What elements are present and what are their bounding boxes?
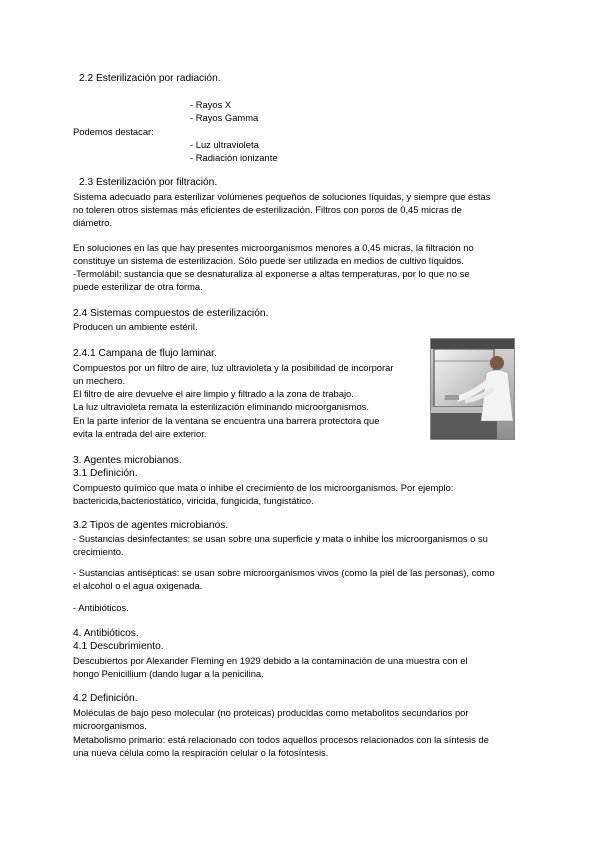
paragraph-line: La luz ultravioleta remata la esterilización eliminando microorganismos. bbox=[73, 401, 369, 412]
paragraph-line: constituye un sistema de esterilización. Sólo puede ser utilizada en medios de cultivo líquidos. bbox=[73, 255, 464, 266]
section-heading-2-4: 2.4 Sistemas compuestos de esterilización. bbox=[73, 308, 269, 319]
paragraph-line: no toleren otros sistemas más eficientes de esterilización. Filtros con poros de 0,45 micras de bbox=[73, 204, 462, 215]
list-item: - Rayos X bbox=[190, 99, 232, 110]
section-heading-3-2: 3.2 Tipos de agentes microbianos. bbox=[73, 520, 229, 531]
section-heading-4-2: 4.2 Definición. bbox=[73, 693, 138, 704]
paragraph-line: Compuesto químico que mata o inhibe el crecimiento de los microorganismos. Por ejemplo: bbox=[73, 482, 454, 493]
paragraph-line: El filtro de aire devuelve el aire limpio y filtrado a la zona de trabajo. bbox=[73, 388, 354, 399]
paragraph-line: hongo Penicillium (dando lugar a la penicilina. bbox=[73, 668, 264, 679]
list-item: - Luz ultravioleta bbox=[190, 139, 259, 150]
paragraph-line: evita la entrada del aire exterior. bbox=[73, 428, 207, 439]
paragraph-line: Moléculas de bajo peso molecular (no proteicas) producidas como metabolitos secundarios por bbox=[73, 707, 469, 718]
section-heading-4: 4. Antibióticos. bbox=[73, 628, 139, 639]
paragraph-line: una nueva célula como la respiración celular o la fotosíntesis. bbox=[73, 747, 329, 758]
paragraph-line: puede esterilizar de otra forma. bbox=[73, 281, 203, 292]
paragraph-line: Producen un ambiente estéril. bbox=[73, 321, 198, 332]
list-item: - Rayos Gamma bbox=[190, 112, 259, 123]
paragraph-line: En la parte inferior de la ventana se encuentra una barrera protectora que bbox=[73, 415, 380, 426]
section-heading-2-3: 2.3 Esterilización por filtración. bbox=[79, 177, 218, 188]
paragraph-line: Metabolismo primario: está relacionado con todos aquellos procesos relacionados con la síntesis de bbox=[73, 734, 489, 745]
paragraph-line: bactericida,bacteriostático, viricida, fungicida, fungistático. bbox=[73, 495, 314, 506]
paragraph-line: Podemos destacar: bbox=[73, 126, 154, 137]
list-item: - Radiación ionizante bbox=[190, 152, 278, 163]
paragraph-line: un mechero. bbox=[73, 375, 126, 386]
laminar-flow-hood-photo bbox=[430, 338, 515, 440]
section-heading-2-4-1: 2.4.1 Campana de flujo laminar. bbox=[73, 348, 217, 359]
section-heading-2-2: 2.2 Esterilización por radiación. bbox=[79, 73, 221, 84]
paragraph-line: Sistema adecuado para esterilizar volúmenes pequeños de soluciones líquidas, y siempre que éstas bbox=[73, 191, 491, 202]
paragraph-line: - Antibióticos. bbox=[73, 602, 129, 613]
paragraph-line: diámetro. bbox=[73, 217, 113, 228]
paragraph-line: - Sustancias desinfectantes: se usan sobre una superficie y mata o inhibe los microorganismos o su bbox=[73, 533, 488, 544]
section-heading-4-1: 4.1 Descubrimiento. bbox=[73, 641, 164, 652]
section-heading-3: 3. Agentes microbianos. bbox=[73, 455, 182, 466]
paragraph-line: Compuestos por un filtro de aire, luz ultravioleta y la posibilidad de incorporar bbox=[73, 362, 394, 373]
paragraph-line: microorganismos. bbox=[73, 720, 147, 731]
paragraph-line: En soluciones en las que hay presentes microorganismos menores a 0,45 micras, la filtración no bbox=[73, 242, 474, 253]
paragraph-line: crecimiento. bbox=[73, 546, 124, 557]
section-heading-3-1: 3.1 Definición. bbox=[73, 468, 138, 479]
paragraph-line: el alcohol o el agua oxigenada. bbox=[73, 580, 203, 591]
paragraph-line: - Sustancias antisépticas: se usan sobre microorganismos vivos (como la piel de las personas), como bbox=[73, 567, 495, 578]
paragraph-line: Descubiertos por Alexander Fleming en 1929 debido a la contaminación de una muestra con el bbox=[73, 655, 468, 666]
paragraph-line: -Termolábil: sustancia que se desnaturaliza al exponerse a altas temperaturas, por lo que no se bbox=[73, 268, 470, 279]
